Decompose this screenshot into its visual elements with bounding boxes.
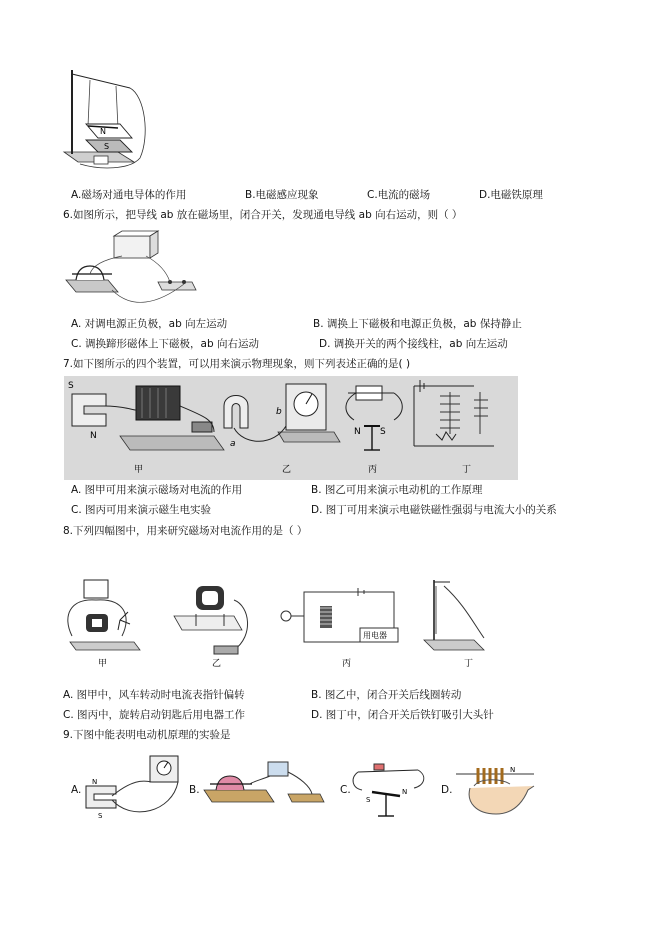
q7-letter-n: N <box>90 431 97 441</box>
q7-letter-b: b <box>276 407 282 417</box>
q7-letter-s: S <box>68 381 74 391</box>
q5-label-s: S <box>104 142 110 151</box>
q9c-letter-s: S <box>366 796 371 804</box>
q9a-letter-n: N <box>92 778 98 786</box>
q9-option-a: A. <box>71 784 82 796</box>
q9-option-c: C. <box>340 784 351 796</box>
q6-option-a: A. 对调电源正负极，ab 向左运动 <box>71 318 228 330</box>
q7-letter-a: a <box>230 439 236 449</box>
q8-figure <box>64 576 514 681</box>
q7-label-ding: 丁 <box>462 465 472 475</box>
q7-label-yi: 乙 <box>282 465 292 475</box>
q9c-letter-n: N <box>402 788 408 796</box>
q7-letter-n2: N <box>354 427 361 437</box>
q8-label-bing: 丙 <box>342 659 352 669</box>
q7-letter-s2: S <box>380 427 386 437</box>
q5-option-a: A.磁场对通电导体的作用 <box>71 189 187 201</box>
q8-device-label: 用电器 <box>363 631 387 640</box>
q6-option-d: D. 调换开关的两个接线柱，ab 向左运动 <box>319 338 508 350</box>
q8-option-c: C. 图丙中，旋转启动钥匙后用电器工作 <box>63 709 246 721</box>
q9-option-d: D. <box>441 784 453 796</box>
q6-figure <box>62 230 197 305</box>
q7-figure <box>64 376 518 480</box>
q6-option-b: B. 调换上下磁极和电源正负极，ab 保持静止 <box>313 318 522 330</box>
q7-stem: 7.如下图所示的四个装置，可以用来演示物理现象，则下列表述正确的是( ) <box>63 358 411 370</box>
q5-figure <box>60 66 155 178</box>
q8-option-b: B. 图乙中，闭合开关后线圈转动 <box>311 689 462 701</box>
q7-option-c: C. 图丙可用来演示磁生电实验 <box>71 504 212 516</box>
q8-label-yi: 乙 <box>212 659 222 669</box>
q8-label-ding: 丁 <box>464 659 474 669</box>
q5-label-n: N <box>100 127 106 136</box>
q9-figure-c <box>348 758 428 822</box>
q8-option-d: D. 图丁中，闭合开关后铁钉吸引大头针 <box>311 709 494 721</box>
q7-label-jia: 甲 <box>134 465 144 475</box>
q5-option-d: D.电磁铁原理 <box>479 189 543 201</box>
q5-option-b: B.电磁感应现象 <box>245 189 319 201</box>
q5-option-c: C.电流的磁场 <box>367 189 431 201</box>
q8-label-jia: 甲 <box>98 659 108 669</box>
q7-option-b: B. 图乙可用来演示电动机的工作原理 <box>311 484 483 496</box>
q9-figure-a <box>82 752 182 824</box>
q8-option-a: A. 图甲中，风车转动时电流表指针偏转 <box>63 689 245 701</box>
q7-option-d: D. 图丁可用来演示电磁铁磁性强弱与电流大小的关系 <box>311 504 557 516</box>
q9a-letter-s: S <box>98 812 103 820</box>
q8-stem: 8.下列四幅图中，用来研究磁场对电流作用的是（ ） <box>63 525 308 537</box>
q7-option-a: A. 图甲可用来演示磁场对电流的作用 <box>71 484 243 496</box>
q9-option-b: B. <box>189 784 200 796</box>
q9-figure-b <box>200 760 326 810</box>
q6-option-c: C. 调换蹄形磁体上下磁极，ab 向右运动 <box>71 338 259 350</box>
q9-stem: 9.下图中能表明电动机原理的实验是 <box>63 729 231 741</box>
q7-label-bing: 丙 <box>368 465 378 475</box>
q9d-letter-n: N <box>510 766 516 774</box>
q9-figure-d <box>456 758 536 818</box>
q6-stem: 6.如图所示，把导线 ab 放在磁场里，闭合开关，发现通电导线 ab 向右运动，则（ ） <box>63 209 463 221</box>
